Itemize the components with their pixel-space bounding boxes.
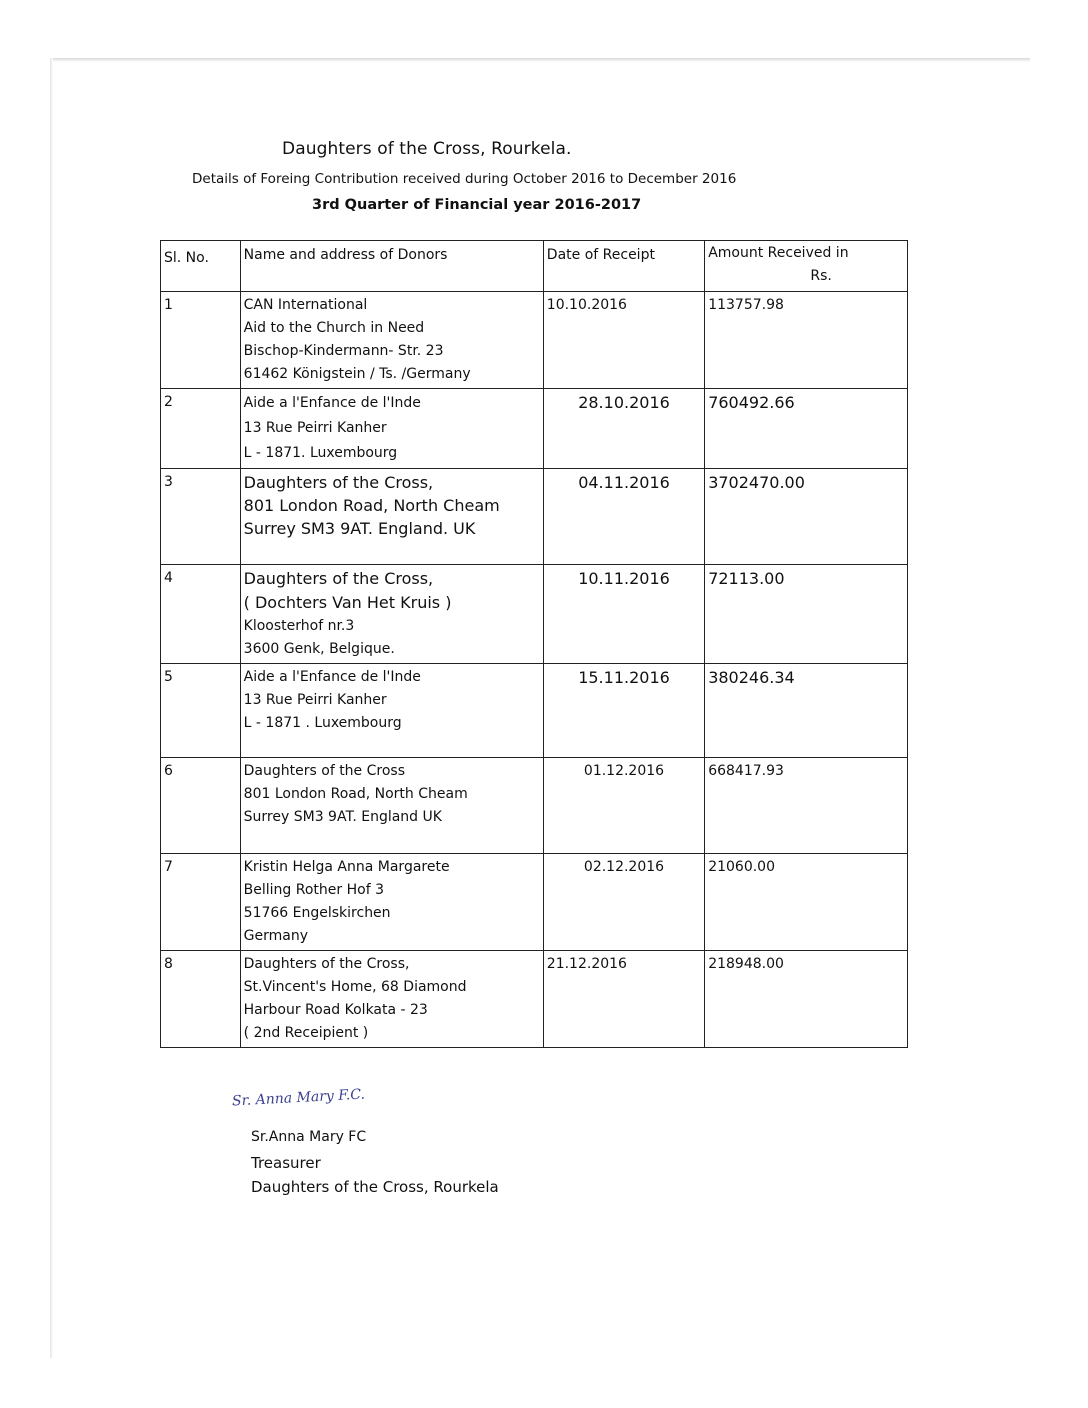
- table-row: [161, 758, 908, 854]
- donor-line: Kristin Helga Anna Margarete: [243, 859, 450, 875]
- receipt-date: 01.12.2016: [543, 758, 704, 854]
- header-sl-no: Sl. No.: [161, 241, 241, 292]
- table-row: [161, 565, 908, 664]
- table-row: [161, 292, 908, 389]
- row-sl: 2: [161, 389, 241, 469]
- donor-address: [240, 951, 543, 1048]
- amount-received: 21060.00: [705, 854, 908, 951]
- amount-received: 3702470.00: [705, 469, 908, 565]
- donor-line: Surrey SM3 9AT. England. UK: [243, 519, 476, 538]
- amount-received: 760492.66: [705, 389, 908, 469]
- donor-line: Daughters of the Cross,: [243, 473, 434, 492]
- donor-line: Belling Rother Hof 3: [243, 882, 384, 898]
- donor-address: [240, 565, 543, 664]
- donor-line: ( Dochters Van Het Kruis ): [243, 593, 452, 612]
- amount-received: 380246.34: [705, 664, 908, 758]
- donor-line: Aide a l'Enfance de l'Inde: [243, 395, 421, 411]
- row-sl: 7: [161, 854, 241, 951]
- donor-line: Daughters of the Cross,: [243, 569, 434, 588]
- table-row: [161, 469, 908, 565]
- donor-line: CAN International: [243, 297, 368, 313]
- receipt-date: 02.12.2016: [543, 854, 704, 951]
- table-row: [161, 389, 908, 469]
- amount-received: 668417.93: [705, 758, 908, 854]
- handwritten-signature: Sr. Anna Mary F.C.: [231, 1086, 366, 1110]
- donor-address: [240, 854, 543, 951]
- table-row: [161, 664, 908, 758]
- donor-line: 3600 Genk, Belgique.: [243, 641, 395, 657]
- header-date: Date of Receipt: [543, 241, 704, 292]
- table-row: [161, 854, 908, 951]
- donor-line: 13 Rue Peirri Kanher: [243, 420, 387, 436]
- receipt-date: 15.11.2016: [543, 664, 704, 758]
- scan-edge: [50, 58, 1030, 62]
- signatory-name: Sr.Anna Mary FC: [251, 1129, 367, 1145]
- row-sl: 5: [161, 664, 241, 758]
- donor-line: Aid to the Church in Need: [243, 320, 425, 336]
- donor-address: [240, 389, 543, 469]
- amount-received: 113757.98: [705, 292, 908, 389]
- donor-address: [240, 469, 543, 565]
- donor-line: 801 London Road, North Cheam: [243, 496, 500, 515]
- donor-address: [240, 664, 543, 758]
- donor-line: L - 1871 . Luxembourg: [243, 715, 402, 731]
- signatory-organization: Daughters of the Cross, Rourkela: [251, 1178, 499, 1196]
- donor-line: 51766 Engelskirchen: [243, 905, 391, 921]
- donor-line: Kloosterhof nr.3: [243, 618, 355, 634]
- donor-line: Aide a l'Enfance de l'Inde: [243, 669, 421, 685]
- table-row: [161, 951, 908, 1048]
- donor-line: 61462 Königstein / Ts. /Germany: [243, 366, 471, 382]
- donor-line: Bischop-Kindermann- Str. 23: [243, 343, 444, 359]
- amount-received: 72113.00: [705, 565, 908, 664]
- row-sl: 1: [161, 292, 241, 389]
- donor-line: 13 Rue Peirri Kanher: [243, 692, 387, 708]
- receipt-date: 04.11.2016: [543, 469, 704, 565]
- donor-line: Daughters of the Cross,: [243, 956, 410, 972]
- amount-received: 218948.00: [705, 951, 908, 1048]
- signatory-role: Treasurer: [251, 1154, 321, 1172]
- donor-line: ( 2nd Receipient ): [243, 1025, 369, 1041]
- scan-edge: [50, 58, 53, 1358]
- donor-line: Harbour Road Kolkata - 23: [243, 1002, 428, 1018]
- donor-line: St.Vincent's Home, 68 Diamond: [243, 979, 467, 995]
- header-amount: [705, 241, 908, 292]
- document-subtitle: Details of Foreing Contribution received during October 2016 to December 2016: [192, 171, 737, 187]
- row-sl: 3: [161, 469, 241, 565]
- row-sl: 8: [161, 951, 241, 1048]
- donations-table: [160, 240, 908, 1048]
- header-amount-unit: Rs.: [810, 268, 832, 284]
- donor-line: Surrey SM3 9AT. England UK: [243, 809, 442, 825]
- donor-line: 801 London Road, North Cheam: [243, 786, 468, 802]
- financial-quarter: 3rd Quarter of Financial year 2016-2017: [312, 197, 642, 213]
- donor-line: Daughters of the Cross: [243, 763, 405, 779]
- receipt-date: 28.10.2016: [543, 389, 704, 469]
- header-donor: Name and address of Donors: [240, 241, 543, 292]
- donor-address: [240, 292, 543, 389]
- donor-line: L - 1871. Luxembourg: [243, 445, 398, 461]
- header-amount-label: Amount Received in: [708, 245, 849, 261]
- receipt-date: 10.10.2016: [543, 292, 704, 389]
- row-sl: 6: [161, 758, 241, 854]
- table-header-row: [161, 241, 908, 292]
- receipt-date: 21.12.2016: [543, 951, 704, 1048]
- receipt-date: 10.11.2016: [543, 565, 704, 664]
- donor-line: Germany: [243, 928, 309, 944]
- donor-address: [240, 758, 543, 854]
- row-sl: 4: [161, 565, 241, 664]
- document-title: Daughters of the Cross, Rourkela.: [282, 139, 572, 159]
